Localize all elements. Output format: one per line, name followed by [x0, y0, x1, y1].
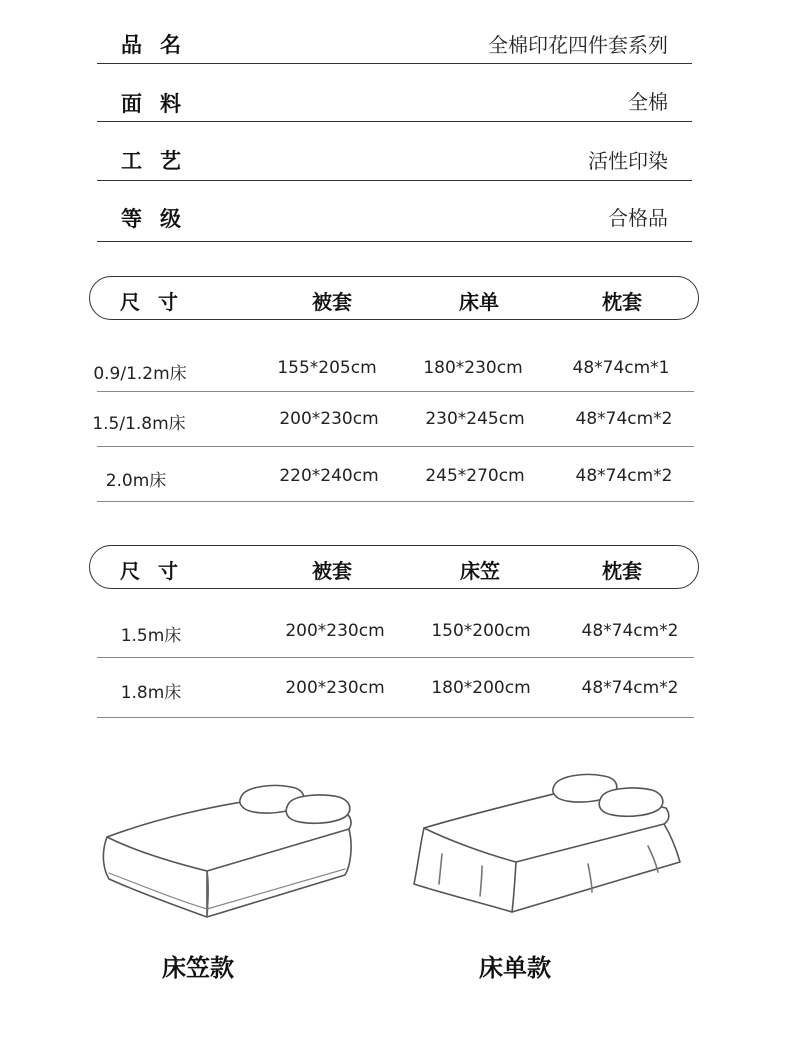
info-row-fabric: [97, 64, 692, 122]
cell-pillowcase: 48*74cm*2: [575, 409, 673, 429]
header-duvet: 被套: [312, 290, 352, 314]
table-row: [93, 345, 694, 392]
header-size: 尺寸: [120, 559, 196, 583]
info-row-name: [97, 20, 692, 64]
cell-size: 1.5/1.8m床: [92, 414, 186, 434]
table-row: [97, 658, 694, 718]
size-table-header: [89, 545, 699, 589]
info-label: 等级: [121, 207, 199, 231]
header-pillowcase: 枕套: [602, 290, 642, 314]
cell-sheet: 180*230cm: [423, 358, 523, 378]
info-value: 合格品: [608, 206, 668, 230]
info-row-craft: [97, 122, 692, 181]
product-info-table: [97, 20, 692, 242]
cell-size: 1.8m床: [120, 683, 182, 703]
table-row: [97, 603, 694, 658]
cell-sheet: 230*245cm: [425, 409, 525, 429]
cell-fitted-sheet: 180*200cm: [431, 678, 531, 698]
cell-pillowcase: 48*74cm*2: [581, 678, 679, 698]
cell-duvet: 155*205cm: [277, 358, 377, 378]
header-sheet: 床单: [459, 290, 499, 314]
cell-duvet: 200*230cm: [279, 409, 379, 429]
info-value: 全棉印花四件套系列: [488, 33, 668, 57]
cell-pillowcase: 48*74cm*1: [572, 358, 670, 378]
flat-sheet-bed-illustration: [408, 768, 698, 918]
header-fitted-sheet: 床笠: [460, 559, 500, 583]
table-row: [92, 392, 694, 447]
info-row-grade: [97, 181, 692, 242]
cell-pillowcase: 48*74cm*2: [581, 621, 679, 641]
fitted-sheet-bed-illustration: [95, 775, 365, 925]
flat-sheet-caption: 床单款: [479, 954, 551, 982]
cell-size: 0.9/1.2m床: [93, 364, 187, 384]
cell-size: 2.0m床: [105, 471, 167, 491]
cell-fitted-sheet: 150*200cm: [431, 621, 531, 641]
cell-duvet: 200*230cm: [285, 678, 385, 698]
header-size: 尺寸: [120, 290, 196, 314]
header-duvet: 被套: [312, 559, 352, 583]
info-value: 活性印染: [588, 149, 668, 173]
info-label: 工艺: [121, 149, 199, 173]
cell-duvet: 220*240cm: [279, 466, 379, 486]
size-table-header: [89, 276, 699, 320]
info-label: 面料: [121, 92, 199, 116]
table-row: [97, 447, 694, 502]
info-value: 全棉: [628, 90, 668, 114]
cell-size: 1.5m床: [120, 626, 182, 646]
fitted-sheet-caption: 床笠款: [162, 954, 234, 982]
cell-sheet: 245*270cm: [425, 466, 525, 486]
header-pillowcase: 枕套: [602, 559, 642, 583]
cell-duvet: 200*230cm: [285, 621, 385, 641]
info-label: 品名: [121, 33, 199, 57]
cell-pillowcase: 48*74cm*2: [575, 466, 673, 486]
